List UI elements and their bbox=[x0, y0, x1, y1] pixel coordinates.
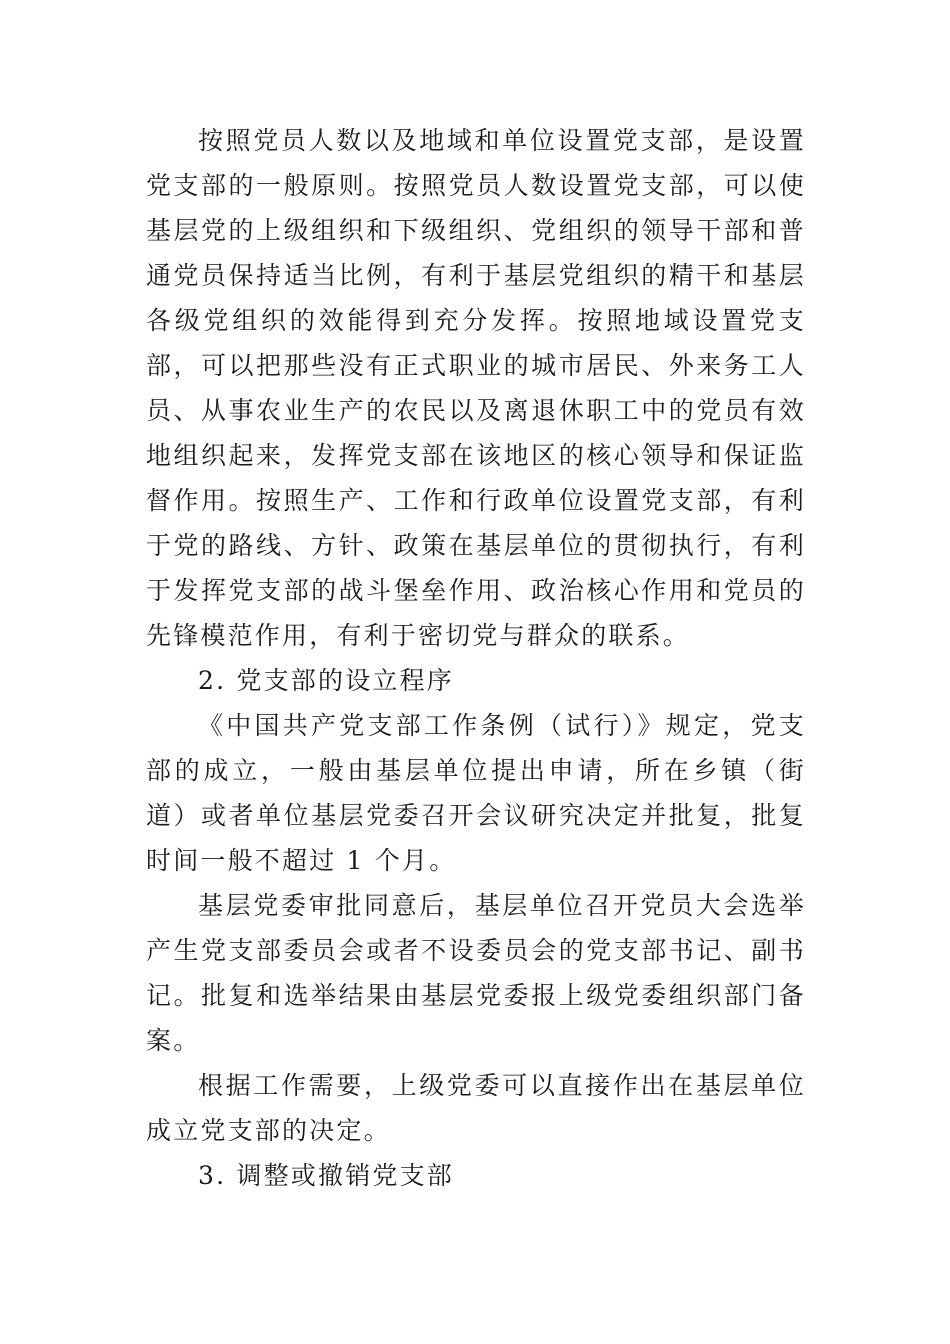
paragraph-election-after-approval: 基层党委审批同意后，基层单位召开党员大会选举产生党支部委员会或者不设委员会的党支部书记、副书记。批复和选举结果由基层党委报上级党委组织部门备案。 bbox=[146, 891, 806, 1055]
paragraph-branch-setup-principles: 按照党员人数以及地域和单位设置党支部，是设置党支部的一般原则。按照党员人数设置党支部，可以使基层党的上级组织和下级组织、党组织的领导干部和普通党员保持适当比例，有利于基层党组织的精干和基层各级党组织的效能得到充分发挥。按照地域设置党支部，可以把那些没有正式职业的城市居民、外来务工人员、从事农业生产的农民以及离退休职工中的党员有效地组织起来，发挥党支部在该地区的核心领导和保证监督作用。按照生产、工作和行政单位设置党支部，有利于党的路线、方针、政策在基层单位的贯彻执行，有利于发挥党支部的战斗堡垒作用、政治核心作用和党员的先锋模范作用，有利于密切党与群众的联系。 bbox=[146, 126, 806, 650]
section-heading-establishment-procedure: 2. 党支部的设立程序 bbox=[198, 666, 454, 695]
paragraph-direct-decision: 根据工作需要，上级党委可以直接作出在基层单位成立党支部的决定。 bbox=[146, 1071, 806, 1145]
paragraph-regulation-provision: 《中国共产党支部工作条例（试行）》规定，党支部的成立，一般由基层单位提出申请，所在乡镇（街道）或者单位基层党委召开会议研究决定并批复，批复时间一般不超过 1 个月。 bbox=[146, 711, 806, 875]
document-body bbox=[146, 118, 806, 1198]
section-heading-adjust-or-revoke: 3. 调整或撤销党支部 bbox=[198, 1161, 454, 1190]
